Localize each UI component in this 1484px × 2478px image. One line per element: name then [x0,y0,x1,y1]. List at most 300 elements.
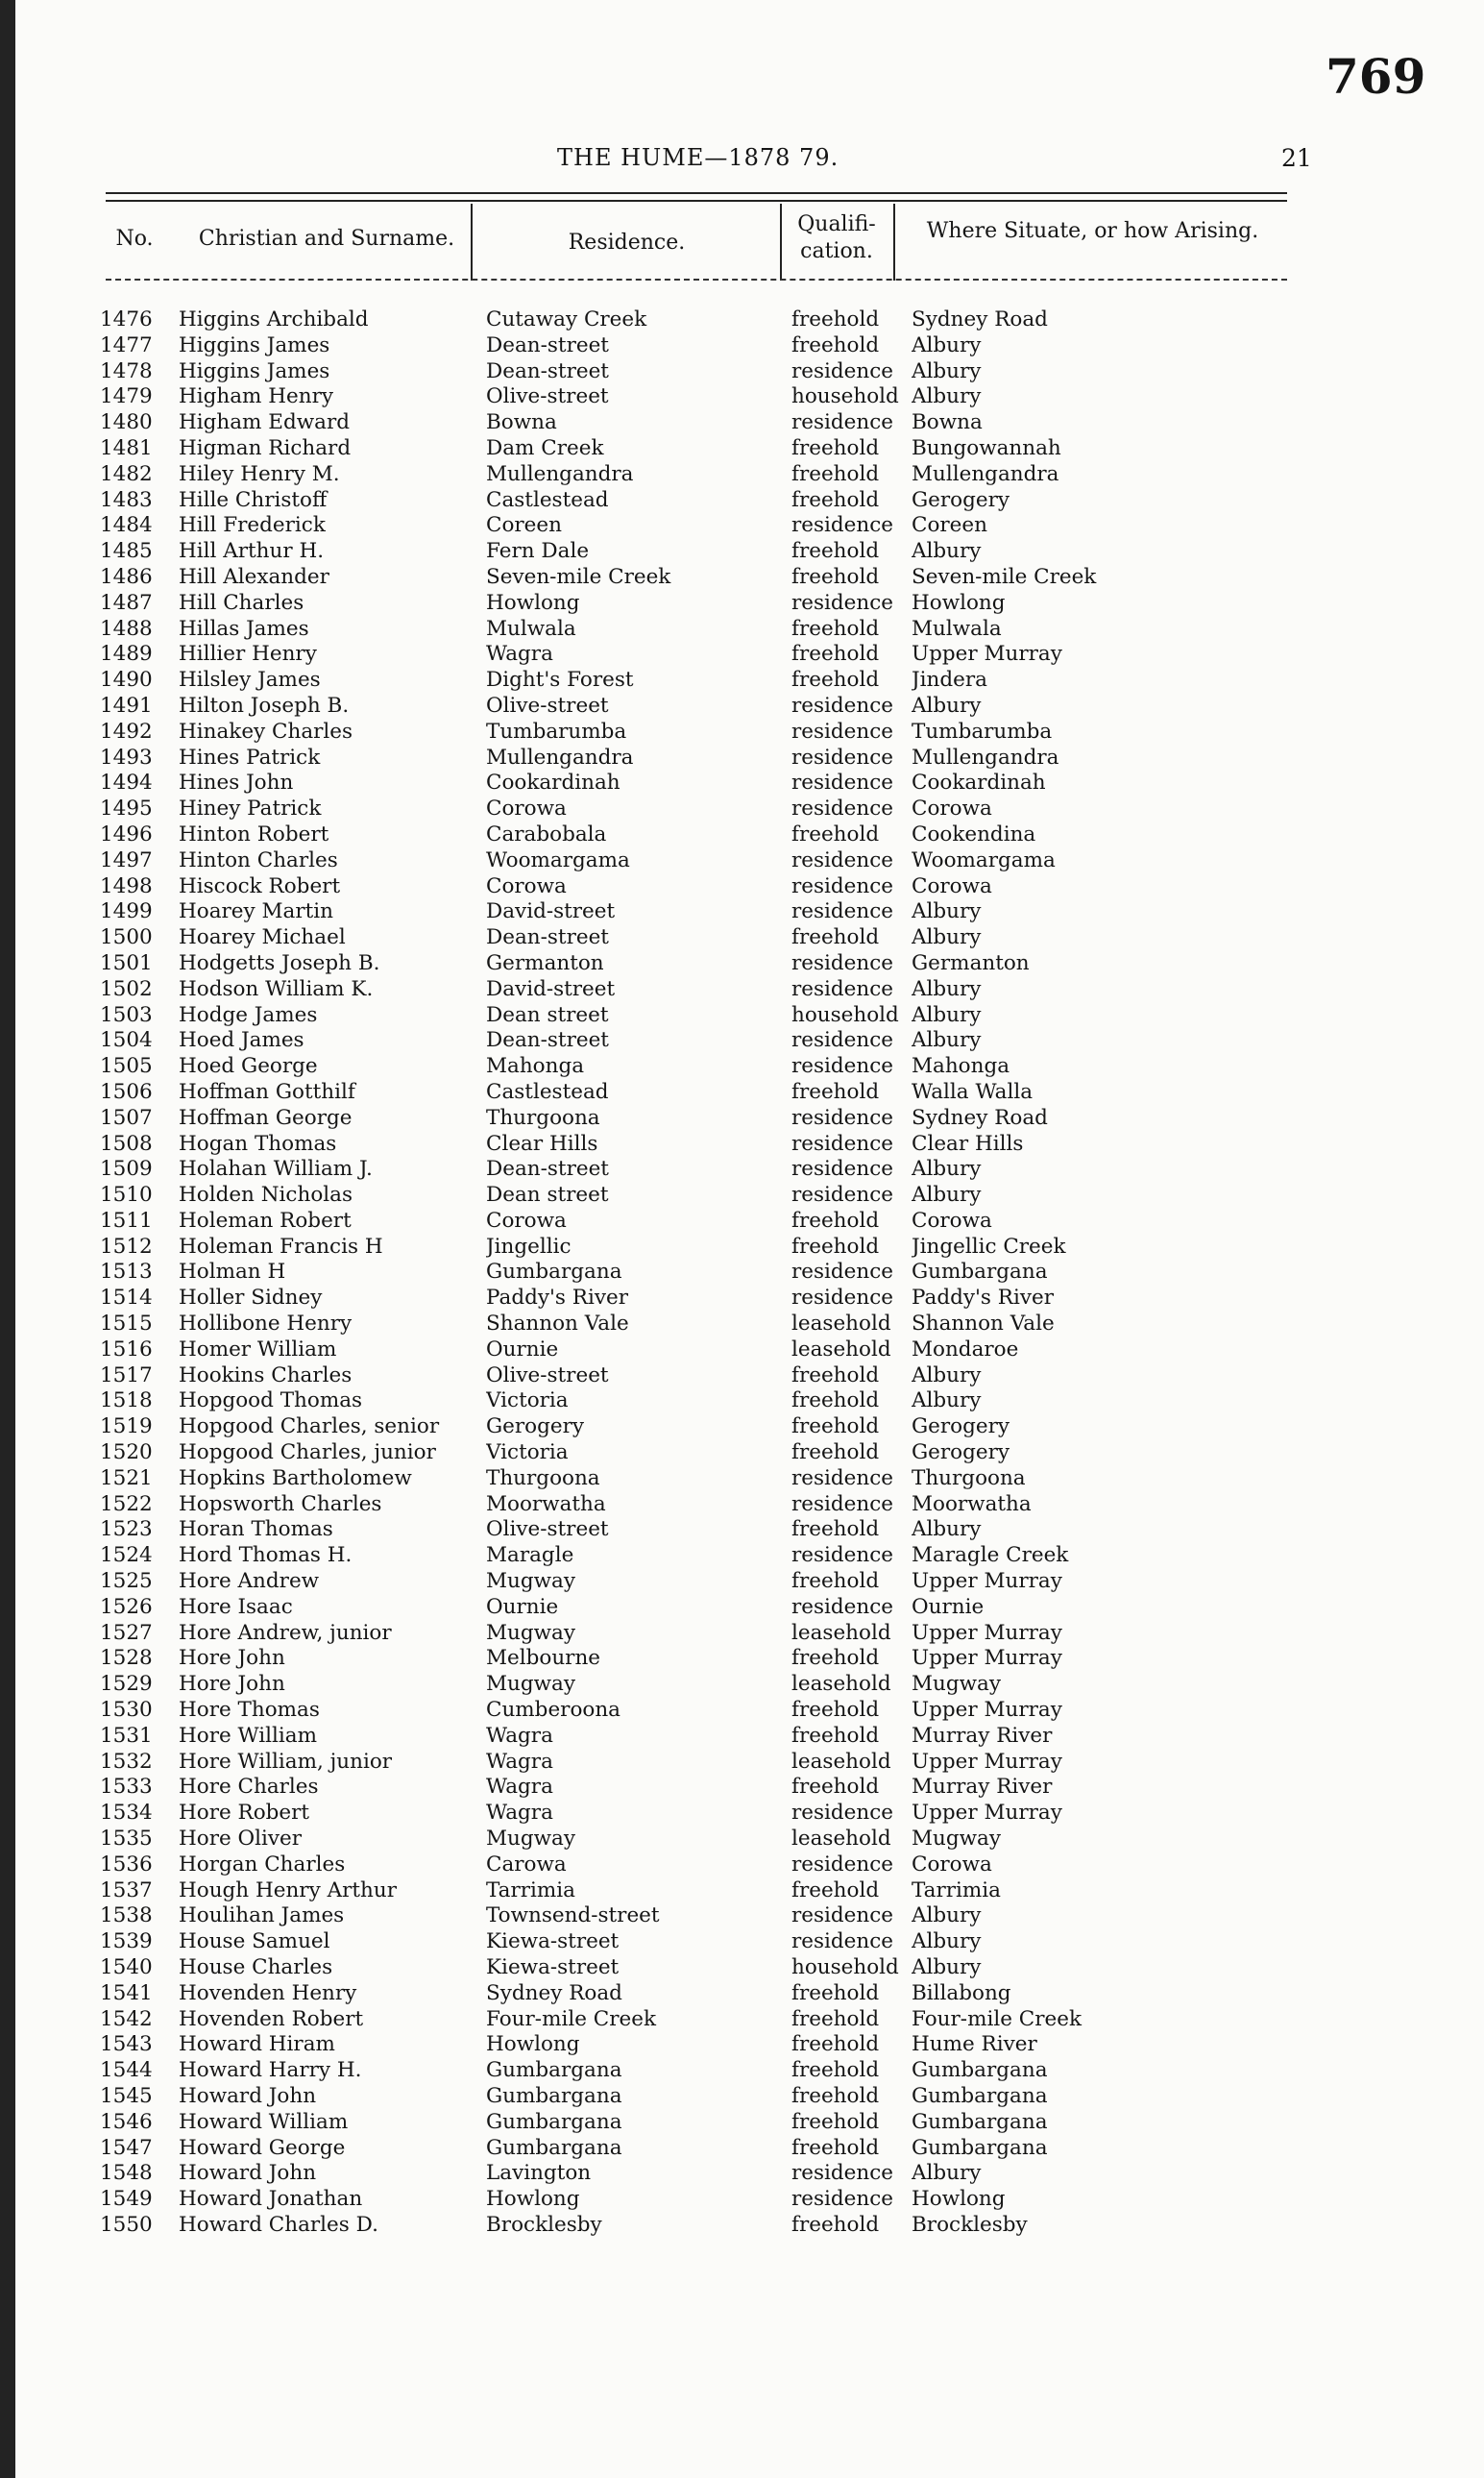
table-row [100,925,1301,951]
entry-number: 1519 [100,1414,153,1439]
where-situate: Mullengandra [912,461,1059,486]
elector-name: Hore William, junior [179,1749,393,1774]
residence: Kiewa-street [486,1929,620,1954]
residence: Sydney Road [486,1980,622,2005]
entry-number: 1493 [100,745,153,770]
elector-name: Hillier Henry [179,642,317,667]
qualification: freehold [791,1079,880,1104]
qualification: freehold [791,1234,880,1259]
where-situate: Corowa [912,797,992,822]
entry-number: 1484 [100,513,153,538]
qualification: freehold [791,1569,880,1594]
residence: Kiewa-street [486,1955,620,1979]
entry-number: 1542 [100,2006,153,2031]
qualification: freehold [791,2083,880,2108]
where-situate: Upper Murray [912,1749,1062,1774]
elector-name: Hore Robert [179,1801,310,1826]
elector-name: Hore John [179,1672,285,1697]
table-row [100,1621,1301,1647]
elector-name: Hiney Patrick [179,797,322,822]
entry-number: 1546 [100,2109,153,2134]
elector-name: Holler Sidney [179,1286,323,1311]
residence: Dean-street [486,925,609,950]
where-situate: Gumbargana [912,2058,1048,2083]
residence: Dam Creek [486,435,604,460]
qualification: freehold [791,1440,880,1465]
elector-name: Howard George [179,2135,346,2160]
entry-number: 1523 [100,1517,153,1542]
entry-number: 1527 [100,1620,153,1645]
elector-name: Hore Charles [179,1775,319,1800]
qualification: residence [791,1286,894,1311]
entry-number: 1549 [100,2187,153,2212]
elector-name: Hoarey Martin [179,899,333,924]
qualification: residence [791,2161,894,2186]
entry-number: 1494 [100,771,153,796]
table-row [100,694,1301,720]
qualification: residence [791,1183,894,1208]
elector-name: Higham Henry [179,384,334,409]
entry-number: 1495 [100,797,153,822]
top-rule-thin [106,200,1287,202]
table-row [100,2032,1301,2058]
elector-name: Hore Andrew [179,1569,320,1594]
where-situate: Mondaroe [912,1337,1019,1362]
entry-number: 1531 [100,1723,153,1748]
table-row [100,436,1301,462]
folio: 21 [1281,144,1312,172]
table-row [100,1698,1301,1724]
qualification: residence [791,1543,894,1568]
table-row [100,1878,1301,1904]
entry-number: 1543 [100,2032,153,2057]
table-row [100,1209,1301,1235]
elector-name: Horan Thomas [179,1517,333,1542]
where-situate: Germanton [912,950,1030,975]
qualification: freehold [791,539,880,564]
table-row [100,488,1301,514]
where-situate: Murray River [912,1775,1053,1800]
elector-name: Horgan Charles [179,1852,346,1877]
entry-number: 1534 [100,1801,153,1826]
qualification: freehold [791,1775,880,1800]
qualification: freehold [791,1388,880,1413]
residence: Carowa [486,1852,567,1877]
table-row [100,565,1301,591]
where-situate: Albury [912,1929,982,1954]
entry-number: 1532 [100,1749,153,1774]
elector-name: Hoarey Michael [179,925,346,950]
elector-name: Hinton Robert [179,822,329,846]
residence: Gumbargana [486,1260,622,1285]
entry-number: 1536 [100,1852,153,1877]
residence: Castlestead [486,1079,609,1104]
table-row [100,720,1301,746]
qualification: residence [791,847,894,872]
residence: Victoria [486,1440,569,1465]
table-row [100,1569,1301,1595]
entry-number: 1512 [100,1234,153,1259]
residence: Thurgoona [486,1105,600,1130]
residence: Coreen [486,513,562,538]
entry-number: 1535 [100,1827,153,1852]
table-row [100,746,1301,772]
qualification: freehold [791,616,880,641]
table-row [100,1543,1301,1569]
where-situate: Clear Hills [912,1131,1024,1156]
where-situate: Albury [912,332,982,357]
residence: Dean street [486,1183,609,1208]
where-situate: Coreen [912,513,987,538]
where-situate: Woomargama [912,847,1056,872]
table-row [100,2007,1301,2033]
table-row [100,1929,1301,1955]
column-divider [780,204,782,281]
where-situate: Albury [912,976,982,1001]
where-situate: Tumbarumba [912,719,1053,744]
table-row [100,1312,1301,1337]
where-situate: Corowa [912,873,992,898]
table-row [100,2110,1301,2136]
elector-name: Howard Harry H. [179,2058,362,2083]
table-row [100,333,1301,359]
elector-name: Holeman Robert [179,1208,352,1233]
entry-number: 1497 [100,847,153,872]
elector-name: Holahan William J. [179,1157,373,1182]
where-situate: Cookardinah [912,771,1046,796]
qualification: residence [791,410,894,435]
entry-number: 1538 [100,1903,153,1928]
elector-name: Hovenden Robert [179,2006,364,2031]
table-row [100,2187,1301,2213]
elector-name: Holeman Francis H [179,1234,383,1259]
header-qualification: Qualifi-cation. [797,212,876,263]
header-residence: Residence. [568,231,686,255]
table-row [100,1260,1301,1286]
entry-number: 1533 [100,1775,153,1800]
entry-number: 1488 [100,616,153,641]
where-situate: Albury [912,1955,982,1979]
column-divider [471,204,473,281]
qualification: freehold [791,1517,880,1542]
table-row [100,1054,1301,1080]
table-row [100,1466,1301,1492]
residence: Wagra [486,1749,553,1774]
table-row [100,1440,1301,1466]
table-row [100,797,1301,822]
entry-number: 1528 [100,1646,153,1671]
elector-name: Hilton Joseph B. [179,693,350,718]
qualification: freehold [791,642,880,667]
table-row [100,1286,1301,1312]
where-situate: Albury [912,925,982,950]
residence: Jingellic [486,1234,572,1259]
table-row [100,1414,1301,1440]
entry-number: 1500 [100,925,153,950]
where-situate: Maragle Creek [912,1543,1069,1568]
qualification: residence [791,1491,894,1516]
elector-name: Holman H [179,1260,286,1285]
residence: David-street [486,976,616,1001]
where-situate: Jindera [912,668,987,693]
residence: Dean-street [486,332,609,357]
entry-number: 1513 [100,1260,153,1285]
entry-number: 1545 [100,2083,153,2108]
entry-number: 1481 [100,435,153,460]
qualification: freehold [791,1414,880,1439]
table-row [100,1801,1301,1827]
elector-name: Hopgood Thomas [179,1388,363,1413]
elector-name: Hinakey Charles [179,719,353,744]
elector-name: Hogan Thomas [179,1131,337,1156]
qualification: residence [791,1903,894,1928]
qualification: residence [791,1054,894,1079]
qualification: leasehold [791,1312,891,1337]
elector-name: Hiley Henry M. [179,461,340,486]
entry-number: 1499 [100,899,153,924]
table-row [100,1955,1301,1981]
where-situate: Corowa [912,1208,992,1233]
residence: Mugway [486,1620,575,1645]
elector-name: Hopgood Charles, senior [179,1414,440,1439]
elector-name: Hinton Charles [179,847,338,872]
elector-name: Higgins James [179,332,330,357]
table-row [100,513,1301,539]
elector-name: Higham Edward [179,410,350,435]
table-row [100,1517,1301,1543]
qualification: residence [791,1465,894,1490]
where-situate: Corowa [912,1852,992,1877]
entry-number: 1489 [100,642,153,667]
header-where: Where Situate, or how Arising. [926,219,1259,243]
elector-name: Hollibone Henry [179,1312,353,1337]
table-row [100,951,1301,977]
where-situate: Mahonga [912,1054,1010,1079]
residence: Germanton [486,950,604,975]
where-situate: Albury [912,1002,982,1027]
table-row [100,2161,1301,2187]
where-situate: Howlong [912,2187,1006,2212]
qualification: residence [791,1929,894,1954]
elector-name: Hille Christoff [179,487,328,512]
table-row [100,1595,1301,1621]
residence: Gumbargana [486,2135,622,2160]
table-row [100,617,1301,643]
table-row [100,384,1301,410]
residence: Four-mile Creek [486,2006,656,2031]
elector-name: House Samuel [179,1929,330,1954]
qualification: freehold [791,1723,880,1748]
residence: Tarrimia [486,1877,576,1902]
qualification: freehold [791,435,880,460]
entry-number: 1508 [100,1131,153,1156]
entry-number: 1547 [100,2135,153,2160]
qualification: household [791,1955,899,1979]
qualification: residence [791,1028,894,1053]
qualification: residence [791,1801,894,1826]
residence: Olive-street [486,1517,609,1542]
where-situate: Walla Walla [912,1079,1034,1104]
entry-number: 1525 [100,1569,153,1594]
where-situate: Bungowannah [912,435,1061,460]
qualification: freehold [791,332,880,357]
residence: Woomargama [486,847,630,872]
table-row [100,1106,1301,1132]
elector-list [100,307,1301,2239]
where-situate: Gerogery [912,1440,1010,1465]
entry-number: 1478 [100,358,153,383]
qualification: residence [791,1852,894,1877]
qualification: residence [791,899,894,924]
elector-name: Hodge James [179,1002,318,1027]
residence: Cookardinah [486,771,620,796]
elector-name: Higgins James [179,358,330,383]
where-situate: Four-mile Creek [912,2006,1082,2031]
table-row [100,1775,1301,1801]
residence: Wagra [486,1801,553,1826]
residence: Moorwatha [486,1491,606,1516]
elector-name: Hore Andrew, junior [179,1620,392,1645]
table-row [100,977,1301,1003]
where-situate: Albury [912,1517,982,1542]
table-row [100,2058,1301,2084]
top-rule [106,192,1287,194]
table-row [100,1157,1301,1183]
qualification: residence [791,358,894,383]
elector-name: Hore John [179,1646,285,1671]
where-situate: Albury [912,1028,982,1053]
entry-number: 1505 [100,1054,153,1079]
elector-name: Howard Charles D. [179,2212,378,2237]
qualification: residence [791,1157,894,1182]
residence: Howlong [486,2187,580,2212]
table-row [100,1028,1301,1054]
where-situate: Upper Murray [912,1646,1062,1671]
residence: Townsend-street [486,1903,660,1928]
entry-number: 1544 [100,2058,153,2083]
qualification: freehold [791,1646,880,1671]
residence: Olive-street [486,384,609,409]
table-row [100,1080,1301,1106]
elector-name: Hillas James [179,616,309,641]
qualification: freehold [791,461,880,486]
table-row [100,1183,1301,1209]
residence: Wagra [486,1723,553,1748]
entry-number: 1504 [100,1028,153,1053]
entry-number: 1483 [100,487,153,512]
qualification: freehold [791,2006,880,2031]
table-row [100,642,1301,668]
entry-number: 1524 [100,1543,153,1568]
entry-number: 1491 [100,693,153,718]
where-situate: Howlong [912,590,1006,615]
where-situate: Mugway [912,1672,1001,1697]
qualification: residence [791,797,894,822]
header-no: No. [115,227,154,251]
where-situate: Gumbargana [912,2135,1048,2160]
residence: Maragle [486,1543,574,1568]
qualification: freehold [791,2135,880,2160]
table-row [100,1672,1301,1698]
elector-name: Hopsworth Charles [179,1491,382,1516]
table-row [100,1750,1301,1776]
entry-number: 1487 [100,590,153,615]
qualification: residence [791,873,894,898]
table-row [100,1132,1301,1158]
qualification: freehold [791,1877,880,1902]
where-situate: Albury [912,1362,982,1387]
residence: Ournie [486,1594,559,1619]
entry-number: 1498 [100,873,153,898]
where-situate: Upper Murray [912,1801,1062,1826]
table-row [100,771,1301,797]
where-situate: Paddy's River [912,1286,1054,1311]
elector-name: House Charles [179,1955,333,1979]
residence: Fern Dale [486,539,590,564]
qualification: freehold [791,1362,880,1387]
entry-number: 1514 [100,1286,153,1311]
table-row [100,874,1301,900]
qualification: leasehold [791,1749,891,1774]
elector-name: Homer William [179,1337,337,1362]
table-row [100,462,1301,488]
header-name: Christian and Surname. [198,227,455,251]
entry-number: 1503 [100,1002,153,1027]
entry-number: 1515 [100,1312,153,1337]
entry-number: 1496 [100,822,153,846]
elector-name: Hill Charles [179,590,304,615]
table-row [100,1388,1301,1414]
elector-name: Hoffman Gotthilf [179,1079,355,1104]
residence: Mulwala [486,616,576,641]
entry-number: 1506 [100,1079,153,1104]
table-row [100,1337,1301,1363]
entry-number: 1480 [100,410,153,435]
where-situate: Upper Murray [912,1569,1062,1594]
elector-name: Hore Oliver [179,1827,303,1852]
residence: Brocklesby [486,2212,602,2237]
elector-name: Hore Isaac [179,1594,293,1619]
column-divider [893,204,895,281]
qualification: residence [791,771,894,796]
elector-name: Hilsley James [179,668,321,693]
residence: Gumbargana [486,2083,622,2108]
qualification: leasehold [791,1620,891,1645]
entry-number: 1507 [100,1105,153,1130]
table-row [100,410,1301,436]
qualification: leasehold [791,1337,891,1362]
where-situate: Albury [912,899,982,924]
qualification: household [791,1002,899,1027]
residence: Wagra [486,1775,553,1800]
table-row [100,1903,1301,1929]
entry-number: 1501 [100,950,153,975]
residence: Mahonga [486,1054,585,1079]
residence: Gumbargana [486,2058,622,2083]
where-situate: Upper Murray [912,642,1062,667]
residence: Howlong [486,2032,580,2057]
elector-name: Hoed George [179,1054,318,1079]
where-situate: Gerogery [912,487,1010,512]
elector-name: Howard John [179,2083,317,2108]
qualification: residence [791,976,894,1001]
table-row [100,539,1301,565]
entry-number: 1539 [100,1929,153,1954]
residence: Cumberoona [486,1698,621,1723]
table-row [100,822,1301,848]
entry-number: 1540 [100,1955,153,1979]
residence: Tumbarumba [486,719,627,744]
